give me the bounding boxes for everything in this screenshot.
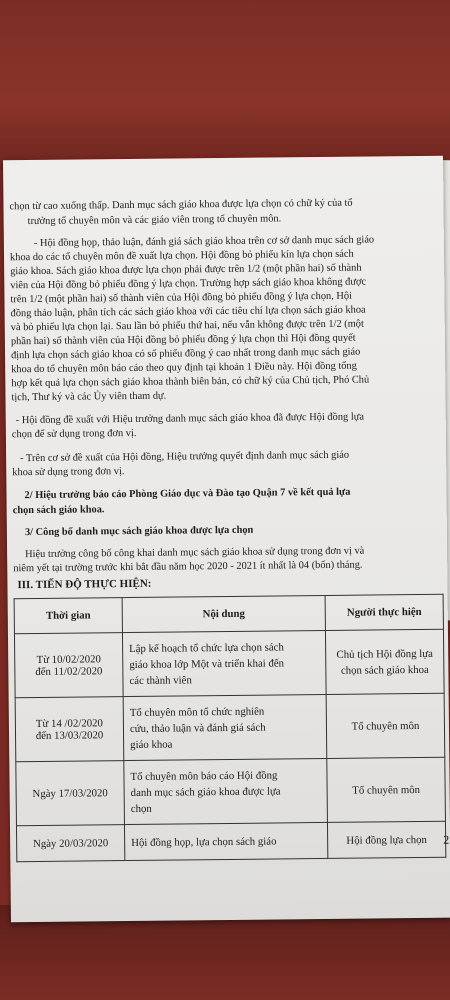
content-line: các thành viên	[129, 673, 192, 687]
table-row	[16, 821, 445, 861]
text-line: - Hội đồng đề xuất với Hiệu trưởng danh mục sách giáo khoa đã được Hội đồng lựa	[15, 411, 364, 427]
content-line: giáo khoa	[130, 738, 173, 751]
person-line: Hội đồng lựa chọn	[346, 833, 427, 847]
header-cell: Người thực hiện	[325, 594, 443, 630]
time-line: Từ 14 /02/2020	[35, 716, 103, 730]
content-cell	[123, 694, 327, 760]
text-line: Hiệu trưởng công bố công khai danh mục sách giáo khoa sử dụng trong đơn vị và	[25, 545, 365, 561]
text-line: chọn từ cao xuống thấp. Danh mục sách giáo khoa được lựa chọn có chữ ký của tổ	[9, 197, 353, 213]
text-line: khoa sử dụng trong đơn vị.	[12, 466, 125, 479]
time-cell	[16, 825, 124, 862]
content-line: Tổ chuyên môn báo cáo Hội đồng	[130, 768, 278, 783]
section-heading: 3/ Công bố danh mục sách giáo khoa được lựa chọn	[24, 524, 254, 539]
section-heading: chọn sách giáo khoa.	[12, 504, 105, 517]
person-line: Chủ tịch Hội đồng lựa	[336, 647, 433, 661]
text-line: - Hội đồng họp, thảo luận, đánh giá sách giáo khoa trên cơ sở danh mục sách giáo	[33, 234, 375, 249]
page-number: 2	[443, 832, 450, 847]
time-line: đến 11/02/2020	[35, 664, 103, 678]
content-line: danh mục sách giáo khoa được lựa	[130, 784, 281, 799]
content-line: giáo khoa lớp Một và triển khai đến	[129, 656, 285, 671]
content-line: Lập kế hoạch tổ chức lựa chọn sách	[129, 640, 284, 655]
time-cell	[16, 761, 125, 826]
schedule-table	[14, 594, 450, 862]
text-line: và bỏ phiếu lựa chọn lại. Sau lần bỏ phiếu thứ hai, nếu vẫn không được trên 1/2 (một	[10, 318, 364, 334]
time-line: Ngày 17/03/2020	[32, 786, 108, 800]
content-line: chọn	[130, 802, 152, 815]
person-line: chọn sách giáo khoa	[340, 663, 429, 677]
text-line: đồng thảo luận, phân tích các sách giáo khoa với các tiêu chí lựa chọn sách giáo khoa	[10, 304, 366, 320]
person-cell	[325, 629, 444, 694]
text-line: tịch, Thư ký và các Ủy viên tham dự.	[11, 390, 167, 404]
time-cell	[15, 697, 124, 762]
text-line: niêm yết tại trường trước khi bắt đầu năm học 2020 - 2021 ít nhất là 04 (bốn) tháng.	[13, 559, 363, 575]
text-line: chọn để sử dụng trong đơn vị.	[11, 427, 137, 441]
table-header-row	[14, 594, 443, 633]
time-line: Ngày 20/03/2020	[32, 836, 109, 850]
time-line: đến 13/03/2020	[35, 728, 104, 742]
person-cell	[327, 821, 445, 858]
content-line: cứu, thảo luận và đánh giá sách	[129, 721, 266, 735]
content-cell	[124, 758, 328, 824]
section-heading: 2/ Hiệu trưởng báo cáo Phòng Giáo dục và Đào tạo Quận 7 về kết quả lựa	[24, 486, 351, 502]
text-line: trưởng tổ chuyên môn và các giáo viên trong tổ chuyên môn.	[27, 213, 282, 228]
time-cell	[14, 633, 123, 698]
header-cell: Thời gian	[14, 598, 122, 634]
text-line: khoa do tổ chuyên môn báo cáo theo quy định tại khoản 1 Điều này. Hội đồng tổng	[11, 360, 357, 376]
document-page	[3, 156, 450, 923]
header-cell: Nội dung	[122, 595, 325, 632]
text-line: khoa do các tổ chuyên môn đề xuất lựa chọn. Hội đồng bỏ phiếu kín lựa chọn sách	[9, 248, 354, 264]
background-top	[0, 0, 450, 170]
table-row	[14, 629, 444, 697]
content-line: Hội đồng họp, lựa chọn sách giáo	[131, 834, 277, 849]
text-line: - Trên cơ sở đề xuất của Hội đồng, Hiệu trưởng quyết định danh mục sách giáo	[20, 449, 350, 465]
person-line: Tổ chuyên môn	[352, 783, 421, 797]
person-cell	[326, 693, 445, 758]
content-line: Tổ chuyên môn tổ chức nghiên	[129, 705, 265, 719]
text-line: viên của Hội đồng bỏ phiếu đồng ý lựa chọn. Trường hợp sách giáo khoa không được	[10, 276, 367, 292]
section-title: III. TIẾN ĐỘ THỰC HIỆN:	[17, 577, 152, 592]
table-row	[16, 757, 446, 825]
text-line: trên 1/2 (một phần hai) số thành viên của Hội đồng bỏ phiếu đồng ý lựa chọn, Hội	[10, 290, 353, 306]
text-line: giáo khoa. Sách giáo khoa được lựa chọn phải được trên 1/2 (một phần hai) số thành	[10, 262, 362, 278]
content-cell	[122, 630, 326, 696]
person-cell	[327, 757, 446, 822]
text-line: định lựa chọn sách giáo khoa có số phiếu đồng ý cao nhất trong danh mục sách giáo	[11, 346, 361, 362]
person-line: Tổ chuyên môn	[351, 719, 420, 733]
table-row	[15, 693, 445, 761]
text-line: hợp kết quả lựa chọn sách giáo khoa thành biên bản, có chữ ký của Chủ tịch, Phó Chủ	[11, 374, 370, 390]
time-line: Từ 10/02/2020	[36, 652, 101, 666]
content-cell	[124, 822, 327, 860]
text-line: phần hai) số thành viên của Hội đồng bỏ phiếu đồng ý lựa chọn thì Hội đồng quyết	[10, 332, 356, 348]
